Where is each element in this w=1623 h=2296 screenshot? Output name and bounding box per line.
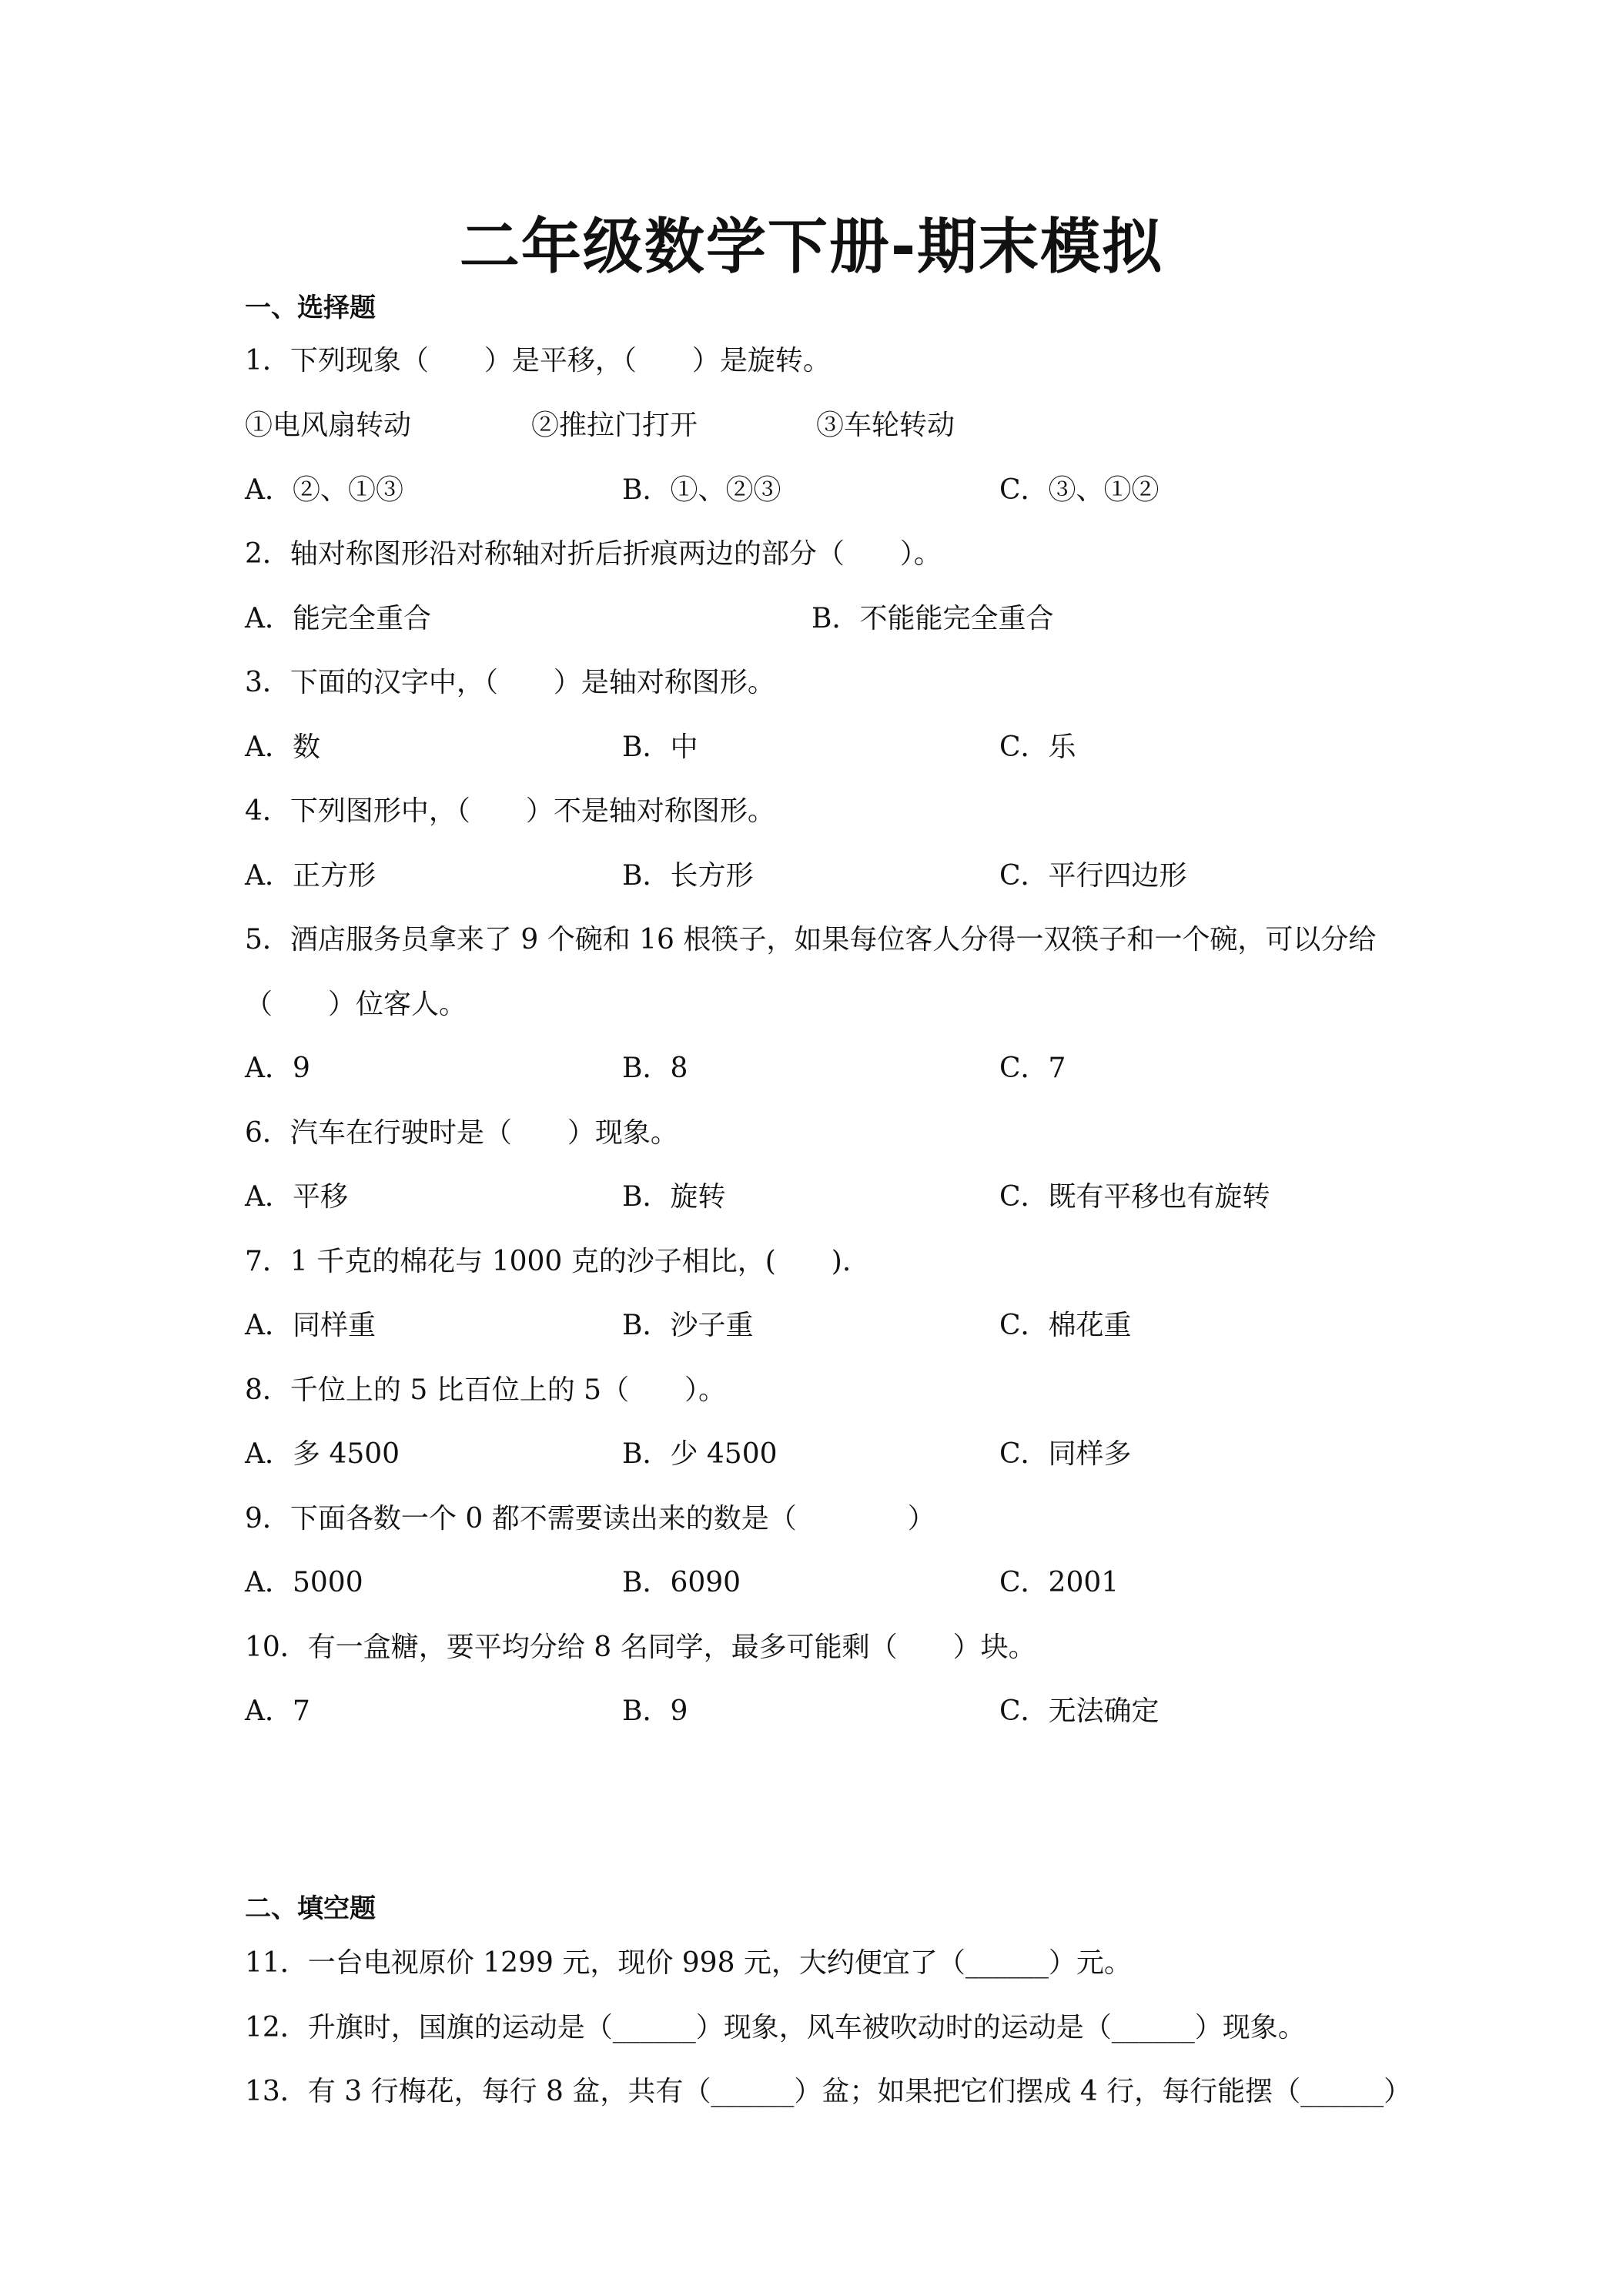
page-title: 二年级数学下册-期末模拟	[459, 213, 1164, 282]
question-3-options	[245, 725, 1400, 761]
option-b: B．中	[622, 731, 698, 763]
question-6: 6．汽车在行驶时是（ ）现象。	[245, 1117, 678, 1149]
option-c: C．平行四边形	[999, 860, 1187, 892]
option-a: A．平移	[245, 1181, 348, 1213]
question-7-options	[245, 1304, 1400, 1339]
option-a: A．正方形	[245, 860, 376, 892]
question-1-items	[245, 403, 1400, 439]
option-a: A．5000	[245, 1567, 363, 1598]
question-5-options	[245, 1046, 1400, 1082]
option-b: B．6090	[622, 1567, 741, 1598]
option-c: C．乐	[999, 731, 1076, 763]
question-2-options	[245, 597, 1400, 632]
question-4: 4．下列图形中，（ ）不是轴对称图形。	[245, 795, 775, 827]
option-c: C．同样多	[999, 1438, 1132, 1470]
question-4-options	[245, 854, 1400, 892]
question-1: 1．下列现象（ ）是平移，（ ）是旋转。	[245, 345, 831, 377]
question-1-item-1: ①电风扇转动	[245, 410, 412, 441]
option-b: B．长方形	[622, 860, 754, 892]
question-1-item-2: ②推拉门打开	[531, 410, 698, 441]
option-a: A．数	[245, 731, 320, 763]
section-fill-heading: 二、填空题	[245, 1893, 376, 1924]
question-7: 7．1 千克的棉花与 1000 克的沙子相比，( ).	[245, 1246, 852, 1277]
question-1-item-3: ③车轮转动	[816, 410, 955, 441]
option-b: B．9	[622, 1695, 688, 1727]
option-b: B．①、②③	[622, 474, 781, 506]
option-a: A．能完全重合	[245, 603, 431, 634]
option-a: A．②、①③	[245, 474, 403, 506]
question-9: 9．下面各数一个 0 都不需要读出来的数是（ ）	[245, 1503, 935, 1535]
question-8: 8．千位上的 5 比百位上的 5（ ）。	[245, 1374, 727, 1406]
question-10: 10．有一盒糖，要平均分给 8 名同学，最多可能剩（ ）块。	[245, 1632, 1036, 1663]
question-8-options	[245, 1432, 1400, 1468]
question-9-options	[245, 1561, 1400, 1596]
option-b: B．不能能完全重合	[812, 603, 1054, 634]
question-12: 12．升旗时，国旗的运动是（______）现象，风车被吹动时的运动是（______）现象。	[245, 2012, 1306, 2043]
question-2: 2．轴对称图形沿对称轴对折后折痕两边的部分（ ）。	[245, 538, 942, 570]
option-b: B．旋转	[622, 1181, 726, 1213]
option-a: A．多 4500	[245, 1438, 400, 1470]
option-b: B．少 4500	[622, 1438, 778, 1470]
option-c: C．③、①②	[999, 474, 1160, 506]
option-a: A．9	[245, 1053, 310, 1084]
option-a: A．同样重	[245, 1310, 376, 1341]
question-6-options	[245, 1175, 1400, 1213]
option-a: A．7	[245, 1695, 310, 1727]
option-c: C．棉花重	[999, 1310, 1132, 1341]
question-5-continued: （ ）位客人。	[245, 989, 467, 1020]
option-c: C．2001	[999, 1567, 1119, 1598]
question-1-options	[245, 468, 1400, 504]
section-choice-heading: 一、选择题	[245, 293, 376, 323]
question-3: 3．下面的汉字中，（ ）是轴对称图形。	[245, 667, 775, 698]
question-10-options	[245, 1689, 1400, 1725]
option-b: B．8	[622, 1053, 688, 1084]
question-5: 5．酒店服务员拿来了 9 个碗和 16 根筷子，如果每位客人分得一双筷子和一个碗，可以分给	[245, 924, 1377, 956]
option-b: B．沙子重	[622, 1310, 754, 1341]
option-c: C．既有平移也有旋转	[999, 1181, 1270, 1213]
option-c: C．无法确定	[999, 1695, 1160, 1727]
question-11: 11．一台电视原价 1299 元，现价 998 元，大约便宜了（______）元。	[245, 1947, 1132, 1979]
option-c: C．7	[999, 1053, 1066, 1084]
question-13: 13．有 3 行梅花，每行 8 盆，共有（______）盆；如果把它们摆成 4 行，每行能摆（______）	[245, 2076, 1412, 2107]
